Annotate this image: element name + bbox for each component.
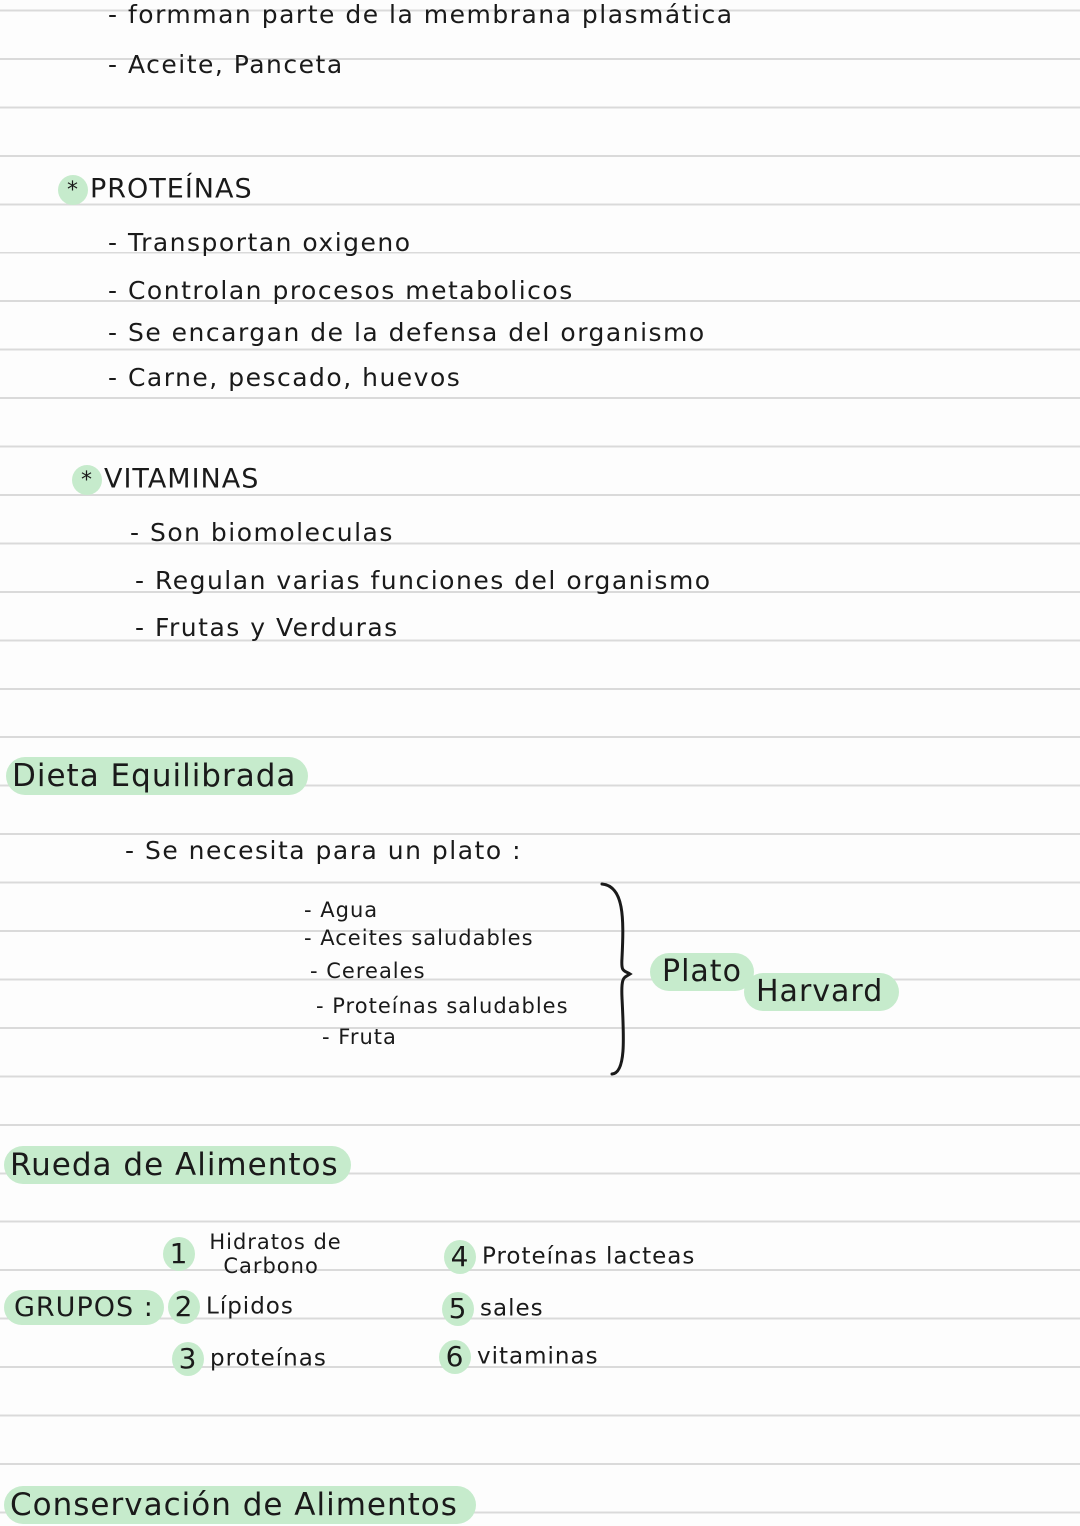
lipidos-bullet-1: - formman parte de la membrana plasmática xyxy=(108,2,734,27)
vitaminas-heading xyxy=(72,465,259,495)
group-number: 4 xyxy=(444,1240,476,1274)
group-label: sales xyxy=(480,1295,544,1322)
group-label-line2: Carbono xyxy=(223,1254,319,1279)
vitaminas-bullet-3: - Frutas y Verduras xyxy=(135,615,399,640)
proteinas-bullet-3: - Se encargan de la defensa del organismo xyxy=(108,320,706,345)
asterisk-icon: * xyxy=(58,175,88,205)
group-label: Lípidos xyxy=(206,1293,294,1320)
group-label-line1: Hidratos de xyxy=(209,1230,342,1254)
group-label: Proteínas lacteas xyxy=(482,1243,696,1270)
vitaminas-bullet-1: - Son biomoleculas xyxy=(130,520,394,545)
group-4 xyxy=(444,1240,695,1274)
dieta-intro: - Se necesita para un plato : xyxy=(125,838,522,863)
group-number: 5 xyxy=(442,1292,474,1326)
group-number: 1 xyxy=(163,1237,195,1271)
curly-brace-icon xyxy=(598,878,642,1080)
grupos-label: GRUPOS : xyxy=(4,1290,164,1325)
group-6 xyxy=(439,1340,599,1374)
group-5 xyxy=(442,1292,544,1326)
dieta-title: Dieta Equilibrada xyxy=(6,757,308,795)
dieta-item: - Aceites saludables xyxy=(304,928,534,949)
group-label: proteínas xyxy=(210,1345,327,1372)
vitaminas-bullet-2: - Regulan varias funciones del organismo xyxy=(135,568,712,593)
group-1 xyxy=(163,1230,342,1278)
asterisk-icon: * xyxy=(72,465,102,495)
plato-label: Plato xyxy=(650,953,754,991)
group-2 xyxy=(168,1290,294,1324)
group-number: 3 xyxy=(172,1342,204,1376)
group-number: 6 xyxy=(439,1340,471,1374)
rueda-title: Rueda de Alimentos xyxy=(4,1146,351,1184)
group-3 xyxy=(172,1342,327,1376)
dieta-item: - Cereales xyxy=(310,961,426,982)
conservacion-title: Conservación de Alimentos xyxy=(4,1486,476,1524)
dieta-item: - Fruta xyxy=(322,1027,397,1048)
proteinas-title: PROTEÍNAS xyxy=(90,173,253,205)
harvard-label: Harvard xyxy=(744,973,899,1011)
dieta-item: - Proteínas saludables xyxy=(316,996,569,1017)
proteinas-heading xyxy=(58,175,253,205)
lipidos-bullet-2: - Aceite, Panceta xyxy=(108,52,344,77)
dieta-item: - Agua xyxy=(304,900,378,921)
group-number: 2 xyxy=(168,1290,200,1324)
vitaminas-title: VITAMINAS xyxy=(104,463,260,495)
proteinas-bullet-4: - Carne, pescado, huevos xyxy=(108,365,461,390)
group-label: vitaminas xyxy=(477,1343,599,1370)
proteinas-bullet-1: - Transportan oxigeno xyxy=(108,230,412,255)
proteinas-bullet-2: - Controlan procesos metabolicos xyxy=(108,278,574,303)
